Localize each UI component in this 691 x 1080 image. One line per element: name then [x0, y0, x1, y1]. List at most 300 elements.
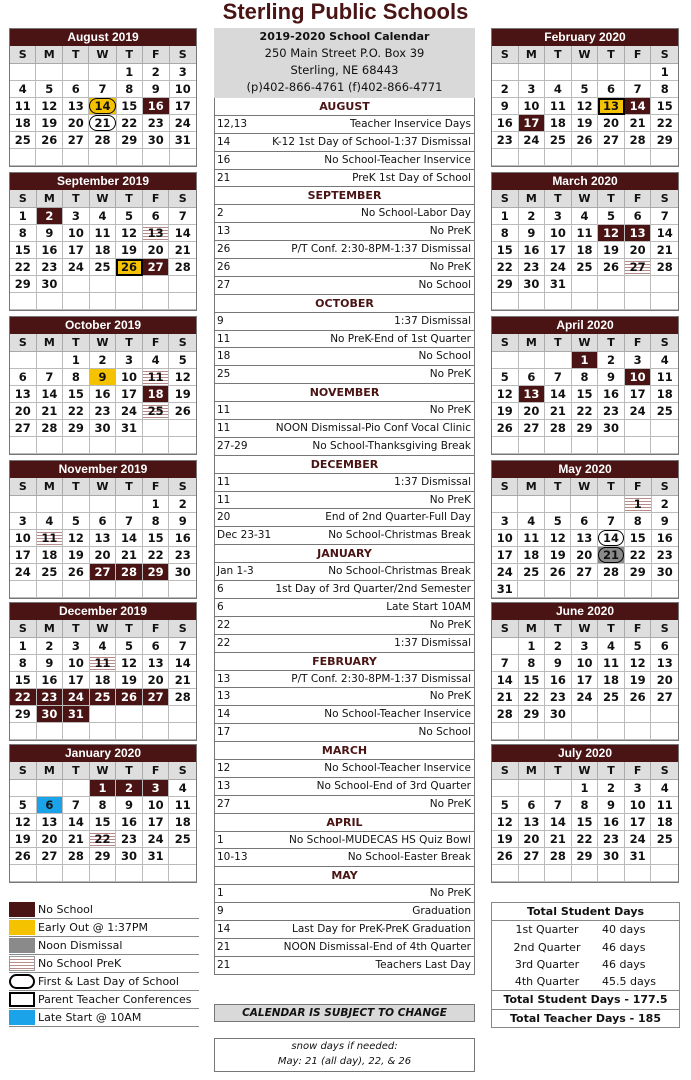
day-cell[interactable] [143, 352, 170, 369]
day-cell[interactable] [10, 814, 37, 831]
day-cell[interactable] [651, 831, 678, 848]
day-cell[interactable] [116, 797, 143, 814]
day-cell[interactable] [492, 225, 519, 242]
day-cell[interactable] [90, 672, 117, 689]
day-cell[interactable] [492, 386, 519, 403]
day-cell[interactable] [492, 672, 519, 689]
day-cell[interactable] [10, 848, 37, 865]
day-cell[interactable] [37, 386, 64, 403]
day-cell[interactable] [37, 369, 64, 386]
day-cell[interactable] [545, 814, 572, 831]
day-cell[interactable] [116, 831, 143, 848]
day-cell[interactable] [651, 780, 678, 797]
day-cell[interactable] [116, 386, 143, 403]
day-cell[interactable] [625, 564, 652, 581]
day-cell[interactable] [625, 780, 652, 797]
day-cell[interactable] [519, 797, 546, 814]
day-cell[interactable] [10, 276, 37, 293]
day-cell[interactable] [63, 848, 90, 865]
day-cell[interactable] [170, 81, 197, 98]
day-cell[interactable] [651, 81, 678, 98]
day-cell[interactable] [116, 369, 143, 386]
day-cell[interactable] [169, 831, 196, 848]
day-cell[interactable] [63, 513, 90, 530]
day-cell[interactable] [545, 132, 572, 149]
day-cell[interactable] [63, 547, 90, 564]
day-cell[interactable] [63, 420, 90, 437]
day-cell[interactable] [63, 530, 90, 547]
day-cell[interactable] [90, 403, 117, 420]
day-cell[interactable] [63, 386, 90, 403]
day-cell[interactable] [116, 530, 143, 547]
day-cell[interactable] [143, 513, 170, 530]
day-cell[interactable] [651, 352, 678, 369]
day-cell[interactable] [63, 115, 90, 132]
day-cell[interactable] [598, 848, 625, 865]
day-cell[interactable] [63, 259, 90, 276]
day-cell[interactable] [116, 689, 143, 706]
day-cell[interactable] [572, 352, 599, 369]
day-cell[interactable] [598, 672, 625, 689]
day-cell[interactable] [170, 64, 197, 81]
day-cell[interactable] [545, 672, 572, 689]
day-cell[interactable] [10, 689, 37, 706]
day-cell[interactable] [169, 386, 196, 403]
day-cell[interactable] [519, 115, 546, 132]
day-cell[interactable] [545, 706, 572, 723]
day-cell[interactable] [519, 242, 546, 259]
day-cell[interactable] [10, 115, 36, 132]
day-cell[interactable] [116, 547, 143, 564]
day-cell[interactable] [90, 259, 117, 276]
day-cell[interactable] [63, 672, 90, 689]
day-cell[interactable] [116, 638, 143, 655]
day-cell[interactable] [519, 814, 546, 831]
day-cell[interactable] [10, 132, 36, 149]
day-cell[interactable] [169, 655, 196, 672]
day-cell[interactable] [116, 352, 143, 369]
day-cell[interactable] [598, 352, 625, 369]
day-cell[interactable] [572, 814, 599, 831]
day-cell[interactable] [63, 208, 90, 225]
day-cell[interactable] [170, 132, 197, 149]
day-cell[interactable] [625, 831, 652, 848]
day-cell[interactable] [90, 780, 117, 797]
day-cell[interactable] [572, 386, 599, 403]
day-cell[interactable] [169, 208, 196, 225]
day-cell[interactable] [90, 352, 117, 369]
day-cell[interactable] [572, 115, 599, 132]
day-cell[interactable] [63, 655, 90, 672]
day-cell[interactable] [492, 547, 518, 564]
day-cell[interactable] [10, 259, 37, 276]
day-cell[interactable] [598, 797, 625, 814]
day-cell[interactable] [598, 225, 625, 242]
day-cell[interactable] [143, 132, 170, 149]
day-cell[interactable] [518, 530, 545, 547]
day-cell[interactable] [10, 420, 37, 437]
day-cell[interactable] [63, 352, 90, 369]
day-cell[interactable] [598, 403, 625, 420]
day-cell[interactable] [143, 831, 170, 848]
day-cell[interactable] [519, 225, 546, 242]
day-cell[interactable] [116, 403, 143, 420]
day-cell[interactable] [63, 369, 90, 386]
day-cell[interactable] [143, 655, 170, 672]
day-cell[interactable] [545, 98, 572, 115]
day-cell[interactable] [625, 848, 652, 865]
day-cell[interactable] [625, 115, 652, 132]
day-cell[interactable] [169, 259, 196, 276]
day-cell[interactable] [117, 64, 144, 81]
day-cell[interactable] [625, 513, 652, 530]
day-cell[interactable] [63, 225, 90, 242]
day-cell[interactable] [545, 369, 572, 386]
day-cell[interactable] [625, 352, 652, 369]
day-cell[interactable] [625, 797, 652, 814]
day-cell[interactable] [651, 655, 678, 672]
day-cell[interactable] [651, 672, 678, 689]
day-cell[interactable] [37, 848, 64, 865]
day-cell[interactable] [116, 848, 143, 865]
day-cell[interactable] [116, 225, 143, 242]
day-cell[interactable] [143, 259, 170, 276]
day-cell[interactable] [90, 564, 117, 581]
day-cell[interactable] [37, 208, 64, 225]
day-cell[interactable] [625, 98, 652, 115]
day-cell[interactable] [545, 564, 572, 581]
day-cell[interactable] [169, 689, 196, 706]
day-cell[interactable] [572, 689, 599, 706]
day-cell[interactable] [90, 225, 117, 242]
day-cell[interactable] [625, 386, 652, 403]
day-cell[interactable] [625, 132, 652, 149]
day-cell[interactable] [519, 420, 546, 437]
day-cell[interactable] [651, 132, 678, 149]
day-cell[interactable] [572, 369, 599, 386]
day-cell[interactable] [90, 208, 117, 225]
day-cell[interactable] [545, 276, 572, 293]
day-cell[interactable] [117, 115, 144, 132]
day-cell[interactable] [37, 225, 64, 242]
day-cell[interactable] [519, 208, 546, 225]
day-cell[interactable] [10, 638, 37, 655]
day-cell[interactable] [90, 547, 117, 564]
day-cell[interactable] [492, 814, 519, 831]
day-cell[interactable] [598, 780, 625, 797]
day-cell[interactable] [598, 655, 625, 672]
day-cell[interactable] [545, 225, 572, 242]
day-cell[interactable] [63, 689, 90, 706]
day-cell[interactable] [545, 420, 572, 437]
day-cell[interactable] [169, 780, 196, 797]
day-cell[interactable] [651, 242, 678, 259]
day-cell[interactable] [10, 386, 37, 403]
day-cell[interactable] [598, 369, 625, 386]
day-cell[interactable] [90, 242, 117, 259]
day-cell[interactable] [169, 352, 196, 369]
day-cell[interactable] [169, 547, 196, 564]
day-cell[interactable] [651, 814, 678, 831]
day-cell[interactable] [90, 386, 117, 403]
day-cell[interactable] [545, 547, 572, 564]
day-cell[interactable] [571, 530, 598, 547]
day-cell[interactable] [519, 672, 546, 689]
day-cell[interactable] [651, 208, 678, 225]
day-cell[interactable] [519, 276, 546, 293]
day-cell[interactable] [492, 403, 519, 420]
day-cell[interactable] [492, 564, 518, 581]
day-cell[interactable] [598, 814, 625, 831]
day-cell[interactable] [598, 386, 625, 403]
day-cell[interactable] [116, 564, 143, 581]
day-cell[interactable] [572, 242, 599, 259]
day-cell[interactable] [169, 797, 196, 814]
day-cell[interactable] [143, 115, 170, 132]
day-cell[interactable] [37, 420, 64, 437]
day-cell[interactable] [545, 115, 572, 132]
day-cell[interactable] [651, 386, 678, 403]
day-cell[interactable] [492, 242, 519, 259]
day-cell[interactable] [545, 403, 572, 420]
day-cell[interactable] [10, 403, 37, 420]
day-cell[interactable] [492, 530, 518, 547]
day-cell[interactable] [598, 530, 625, 547]
day-cell[interactable] [519, 132, 546, 149]
day-cell[interactable] [143, 81, 170, 98]
day-cell[interactable] [625, 403, 652, 420]
day-cell[interactable] [625, 655, 652, 672]
day-cell[interactable] [37, 706, 64, 723]
day-cell[interactable] [492, 797, 519, 814]
day-cell[interactable] [519, 706, 546, 723]
day-cell[interactable] [651, 797, 678, 814]
day-cell[interactable] [492, 369, 519, 386]
day-cell[interactable] [169, 403, 196, 420]
day-cell[interactable] [63, 242, 90, 259]
day-cell[interactable] [625, 638, 652, 655]
day-cell[interactable] [90, 513, 117, 530]
day-cell[interactable] [625, 814, 652, 831]
day-cell[interactable] [572, 208, 599, 225]
day-cell[interactable] [169, 672, 196, 689]
day-cell[interactable] [143, 496, 170, 513]
day-cell[interactable] [519, 638, 546, 655]
day-cell[interactable] [545, 689, 572, 706]
day-cell[interactable] [598, 689, 625, 706]
day-cell[interactable] [36, 115, 63, 132]
day-cell[interactable] [143, 780, 170, 797]
day-cell[interactable] [116, 259, 143, 276]
day-cell[interactable] [169, 530, 196, 547]
day-cell[interactable] [545, 386, 572, 403]
day-cell[interactable] [37, 547, 64, 564]
day-cell[interactable] [492, 689, 519, 706]
day-cell[interactable] [90, 848, 117, 865]
day-cell[interactable] [117, 98, 144, 115]
day-cell[interactable] [492, 81, 519, 98]
day-cell[interactable] [37, 672, 64, 689]
day-cell[interactable] [117, 132, 144, 149]
day-cell[interactable] [545, 242, 572, 259]
day-cell[interactable] [572, 259, 599, 276]
day-cell[interactable] [625, 242, 652, 259]
day-cell[interactable] [598, 208, 625, 225]
day-cell[interactable] [572, 638, 599, 655]
day-cell[interactable] [651, 225, 678, 242]
day-cell[interactable] [116, 655, 143, 672]
day-cell[interactable] [492, 581, 518, 598]
day-cell[interactable] [169, 225, 196, 242]
day-cell[interactable] [116, 814, 143, 831]
day-cell[interactable] [651, 689, 678, 706]
day-cell[interactable] [572, 831, 599, 848]
day-cell[interactable] [90, 420, 117, 437]
day-cell[interactable] [169, 242, 196, 259]
day-cell[interactable] [652, 496, 679, 513]
day-cell[interactable] [572, 98, 599, 115]
day-cell[interactable] [545, 638, 572, 655]
day-cell[interactable] [116, 780, 143, 797]
day-cell[interactable] [598, 638, 625, 655]
day-cell[interactable] [625, 547, 652, 564]
day-cell[interactable] [625, 530, 652, 547]
day-cell[interactable] [143, 242, 170, 259]
day-cell[interactable] [652, 513, 679, 530]
day-cell[interactable] [37, 276, 64, 293]
day-cell[interactable] [90, 831, 117, 848]
day-cell[interactable] [90, 530, 117, 547]
day-cell[interactable] [598, 259, 625, 276]
day-cell[interactable] [143, 672, 170, 689]
day-cell[interactable] [598, 81, 625, 98]
day-cell[interactable] [572, 655, 599, 672]
day-cell[interactable] [492, 276, 519, 293]
day-cell[interactable] [143, 369, 170, 386]
day-cell[interactable] [169, 496, 196, 513]
day-cell[interactable] [572, 225, 599, 242]
day-cell[interactable] [598, 242, 625, 259]
day-cell[interactable] [63, 638, 90, 655]
day-cell[interactable] [169, 369, 196, 386]
day-cell[interactable] [492, 115, 519, 132]
day-cell[interactable] [170, 115, 197, 132]
day-cell[interactable] [625, 672, 652, 689]
day-cell[interactable] [90, 369, 117, 386]
day-cell[interactable] [37, 403, 64, 420]
day-cell[interactable] [116, 513, 143, 530]
day-cell[interactable] [90, 638, 117, 655]
day-cell[interactable] [625, 259, 652, 276]
day-cell[interactable] [519, 689, 546, 706]
day-cell[interactable] [10, 672, 37, 689]
day-cell[interactable] [625, 689, 652, 706]
day-cell[interactable] [492, 98, 519, 115]
day-cell[interactable] [492, 259, 519, 276]
day-cell[interactable] [519, 655, 546, 672]
day-cell[interactable] [572, 797, 599, 814]
day-cell[interactable] [143, 689, 170, 706]
day-cell[interactable] [545, 513, 572, 530]
day-cell[interactable] [545, 530, 572, 547]
day-cell[interactable] [90, 797, 117, 814]
day-cell[interactable] [518, 547, 545, 564]
day-cell[interactable] [598, 420, 625, 437]
day-cell[interactable] [572, 132, 599, 149]
day-cell[interactable] [10, 655, 37, 672]
day-cell[interactable] [492, 513, 518, 530]
day-cell[interactable] [651, 403, 678, 420]
day-cell[interactable] [572, 81, 599, 98]
day-cell[interactable] [519, 848, 546, 865]
day-cell[interactable] [10, 564, 37, 581]
day-cell[interactable] [571, 547, 598, 564]
day-cell[interactable] [545, 848, 572, 865]
day-cell[interactable] [492, 848, 519, 865]
day-cell[interactable] [492, 831, 519, 848]
day-cell[interactable] [63, 81, 90, 98]
day-cell[interactable] [37, 655, 64, 672]
day-cell[interactable] [36, 98, 63, 115]
day-cell[interactable] [169, 638, 196, 655]
day-cell[interactable] [116, 242, 143, 259]
day-cell[interactable] [143, 638, 170, 655]
day-cell[interactable] [37, 530, 64, 547]
day-cell[interactable] [37, 513, 64, 530]
day-cell[interactable] [10, 98, 36, 115]
day-cell[interactable] [10, 530, 37, 547]
day-cell[interactable] [63, 831, 90, 848]
day-cell[interactable] [37, 259, 64, 276]
day-cell[interactable] [143, 547, 170, 564]
day-cell[interactable] [37, 242, 64, 259]
day-cell[interactable] [63, 814, 90, 831]
day-cell[interactable] [37, 831, 64, 848]
day-cell[interactable] [143, 530, 170, 547]
day-cell[interactable] [37, 689, 64, 706]
day-cell[interactable] [492, 655, 519, 672]
day-cell[interactable] [598, 547, 625, 564]
day-cell[interactable] [651, 369, 678, 386]
day-cell[interactable] [143, 564, 170, 581]
day-cell[interactable] [63, 797, 90, 814]
day-cell[interactable] [89, 81, 116, 98]
day-cell[interactable] [625, 496, 652, 513]
day-cell[interactable] [10, 706, 37, 723]
day-cell[interactable] [545, 797, 572, 814]
day-cell[interactable] [116, 420, 143, 437]
day-cell[interactable] [10, 797, 37, 814]
day-cell[interactable] [143, 797, 170, 814]
day-cell[interactable] [598, 98, 625, 115]
day-cell[interactable] [10, 208, 37, 225]
day-cell[interactable] [10, 369, 37, 386]
day-cell[interactable] [90, 814, 117, 831]
day-cell[interactable] [89, 115, 116, 132]
day-cell[interactable] [37, 814, 64, 831]
day-cell[interactable] [572, 420, 599, 437]
day-cell[interactable] [545, 655, 572, 672]
day-cell[interactable] [10, 225, 37, 242]
day-cell[interactable] [143, 64, 170, 81]
day-cell[interactable] [652, 564, 679, 581]
day-cell[interactable] [117, 81, 144, 98]
day-cell[interactable] [571, 513, 598, 530]
day-cell[interactable] [572, 848, 599, 865]
day-cell[interactable] [652, 547, 679, 564]
day-cell[interactable] [492, 420, 519, 437]
day-cell[interactable] [143, 403, 170, 420]
